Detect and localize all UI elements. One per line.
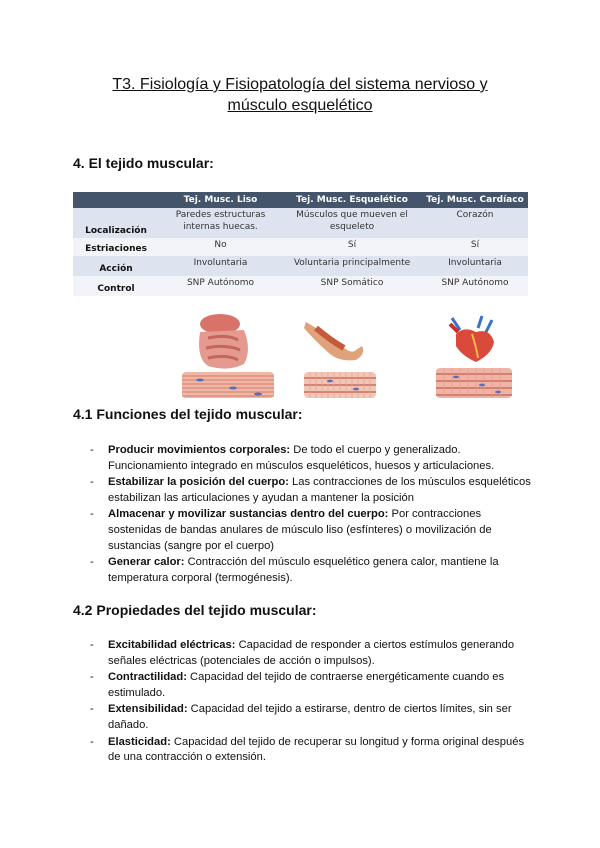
list-dash: - xyxy=(90,671,94,684)
cardiac-muscle-illustration xyxy=(432,310,516,402)
table-cell: No xyxy=(159,238,282,256)
table-cell: Paredes estructuras internas huecas. xyxy=(159,208,282,238)
cardiac-fibres-icon xyxy=(436,368,512,398)
skeletal-fibres-icon xyxy=(304,372,376,398)
list-dash: - xyxy=(90,476,94,489)
table-cell: SNP Autónomo xyxy=(159,276,282,296)
item-term: Producir movimientos corporales: xyxy=(108,444,291,456)
table-cell: SNP Somático xyxy=(282,276,422,296)
item-text: Contracción del músculo esquelético genera calor, mantiene la temperatura corporal (termogénesis). xyxy=(108,556,499,584)
heart-icon xyxy=(450,316,494,362)
table-row xyxy=(73,256,528,276)
section-4-2-heading: 4.2 Propiedades del tejido muscular: xyxy=(73,602,317,618)
smooth-fibres-icon xyxy=(182,372,274,398)
list-dash: - xyxy=(90,556,94,569)
list-dash: - xyxy=(90,703,94,716)
list-dash: - xyxy=(90,639,94,651)
smooth-muscle-illustration xyxy=(178,310,278,402)
row-label: Acción xyxy=(73,256,159,276)
item-term: Almacenar y movilizar sustancias dentro del cuerpo: xyxy=(108,508,389,521)
row-label: Estriaciones xyxy=(73,238,159,256)
list-item xyxy=(90,443,535,474)
propiedades-list xyxy=(90,638,535,767)
item-text: Capacidad del tejido de recuperar su longitud y forma original después de una contracción o extensión. xyxy=(108,735,525,764)
table-header-row xyxy=(73,192,528,208)
row-label: Localización xyxy=(73,208,159,238)
intestine-icon xyxy=(199,314,248,369)
table-cell: SNP Autónomo xyxy=(422,276,528,296)
table-row xyxy=(73,276,528,296)
list-dash: - xyxy=(90,508,94,521)
row-label: Control xyxy=(73,276,159,296)
item-term: Excitabilidad eléctricas: xyxy=(108,639,236,651)
title-line-2: músculo esquelético xyxy=(227,97,373,114)
list-item xyxy=(90,475,535,506)
table-corner-cell xyxy=(73,192,159,208)
table-cell: Voluntaria principalmente xyxy=(282,256,422,276)
header-esqueletico: Tej. Musc. Esquelético xyxy=(282,192,422,208)
title-line-1: T3. Fisiología y Fisiopatología del sistema nervioso y xyxy=(112,76,488,93)
funciones-list xyxy=(90,443,535,587)
page-title xyxy=(70,74,530,116)
list-dash: - xyxy=(90,444,94,456)
header-liso: Tej. Musc. Liso xyxy=(159,192,282,208)
list-item xyxy=(90,670,535,701)
list-item xyxy=(90,507,535,554)
list-dash: - xyxy=(90,735,94,748)
table-cell: Sí xyxy=(282,238,422,256)
item-text: Por contracciones sostenidas de bandas anulares de músculo liso (esfínteres) o movilización de sustancias (sangre por el cuerpo) xyxy=(108,508,492,552)
table-row xyxy=(73,238,528,256)
table-cell: Corazón xyxy=(422,208,528,238)
section-4-heading: 4. El tejido muscular: xyxy=(73,155,214,171)
skeletal-muscle-illustration xyxy=(300,310,380,402)
item-text: Capacidad del tejido de contraerse energéticamente cuando es estimulado. xyxy=(108,671,505,699)
item-text: Las contracciones de los músculos esqueléticos estabilizan las articulaciones y ayudan a mantener la posición xyxy=(108,476,531,504)
list-item xyxy=(90,735,535,766)
table-row xyxy=(73,208,528,238)
list-item xyxy=(90,555,535,586)
list-item xyxy=(90,638,535,669)
list-item xyxy=(90,702,535,733)
item-text: Capacidad de responder a ciertos estímulos generando señales eléctricas (potenciales de acción o impulsos). xyxy=(108,639,515,667)
item-term: Contractilidad: xyxy=(108,671,187,684)
item-term: Generar calor: xyxy=(108,556,185,569)
item-term: Estabilizar la posición del cuerpo: xyxy=(108,476,289,489)
item-term: Elasticidad: xyxy=(108,735,171,748)
table-cell: Involuntaria xyxy=(159,256,282,276)
table-cell: Músculos que mueven el esqueleto xyxy=(282,208,422,238)
item-text: Capacidad del tejido a estirarse, dentro de ciertos límites, sin ser dañado. xyxy=(108,703,512,731)
item-term: Extensibilidad: xyxy=(108,703,188,716)
header-cardiaco: Tej. Musc. Cardíaco xyxy=(422,192,528,208)
section-4-1-heading: 4.1 Funciones del tejido muscular: xyxy=(73,406,303,422)
arm-muscle-icon xyxy=(304,322,363,360)
table-cell: Involuntaria xyxy=(422,256,528,276)
item-text: De todo el cuerpo y generalizado. Funcionamiento integrado en músculos esqueléticos, huesos y articulaciones. xyxy=(108,444,495,472)
muscle-tissue-table xyxy=(73,192,528,296)
table-cell: Sí xyxy=(422,238,528,256)
